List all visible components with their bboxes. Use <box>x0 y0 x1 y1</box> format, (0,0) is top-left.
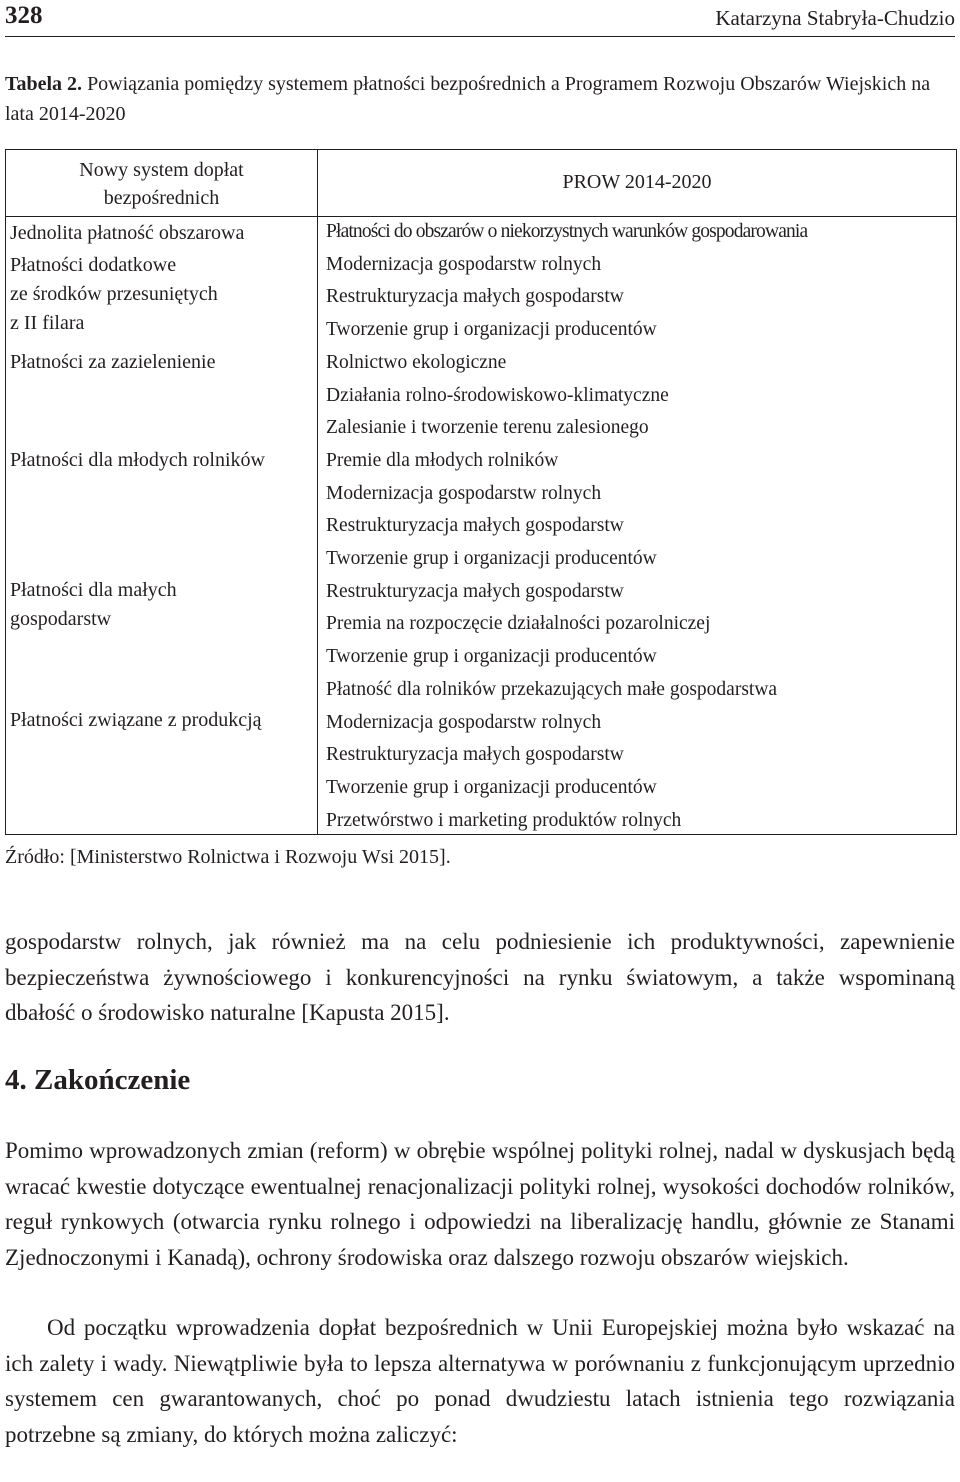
body-paragraph: Pomimo wprowadzonych zmian (reform) w obrębie wspólnej polityki rolnej, nadal w dyskusjach będą wracać kwestie dotyczące ewentualnej renacjonalizacji polityki rolnej, wysokości dochodów rolników, reguł rynkowych (otwarcia rynku rolnego i odpowiedzi na liberalizację handlu, głównie ze Stanami Zjednoczonymi i Kanadą), ochrony środowiska oraz dalszego rozwoju obszarów wiejskich. <box>5 1138 955 1270</box>
prow-item: Restrukturyzacja małych gospodarstw <box>326 286 624 308</box>
left-cell-line: Płatności za zazielenienie <box>10 351 216 373</box>
prow-item: Restrukturyzacja małych gospodarstw <box>326 515 624 537</box>
left-cell-line: Płatności dla młodych rolników <box>10 449 265 471</box>
left-cell <box>10 219 313 248</box>
left-cell-line: ze środków przesuniętych <box>10 283 218 305</box>
running-head: Katarzyna Stabryła-Chudzio <box>715 6 955 30</box>
prow-item: Premia na rozpoczęcie działalności pozarolniczej <box>326 613 711 635</box>
prow-item: Zalesianie i tworzenie terenu zalesionego <box>326 417 649 439</box>
prow-item: Modernizacja gospodarstw rolnych <box>326 711 602 733</box>
left-cell-line: Płatności dla małych <box>10 579 177 601</box>
table-column-divider <box>317 150 318 834</box>
table-caption-label: Tabela 2. <box>5 73 83 95</box>
table-header-left-line: Nowy system dopłat <box>79 159 244 181</box>
prow-item: Tworzenie grup i organizacji producentów <box>326 548 657 569</box>
prow-item: Modernizacja gospodarstw rolnych <box>326 482 602 504</box>
prow-item: Przetwórstwo i marketing produktów rolnych <box>326 809 682 831</box>
body-paragraph: Od początku wprowadzenia dopłat bezpośrednich w Unii Europejskiej można było wskazać na ich zalety i wady. Niewątpliwie była to lepsza alternatywa w porównaniu z funkcjonującym uprzednio systemem cen gwarantowanych, choć po ponad dwudziestu latach istnienia tego rozwiązania potrzebne są zmiany, do których można zaliczyć: <box>5 1315 955 1447</box>
page-number: 328 <box>5 2 43 29</box>
table-header-right: PROW 2014-2020 <box>562 171 712 193</box>
prow-item: Działania rolno-środowiskowo-klimatyczne <box>326 384 669 406</box>
body-paragraph-continuation: gospodarstw rolnych, jak również ma na celu podniesienie ich produktywności, zapewnienie bezpieczeństwa żywnościowego i konkurencyjności na rynku światowym, a także wspominaną dbałość o środowisko naturalne [Kapusta 2015]. <box>5 929 955 1025</box>
prow-item: Rolnictwo ekologiczne <box>326 351 507 373</box>
page-header <box>5 0 955 37</box>
table-header-divider <box>6 216 956 217</box>
table-caption-text: Powiązania pomiędzy systemem płatności bezpośrednich a Programem Rozwoju Obszarów Wiejskich na lata 2014-2020 <box>5 73 931 125</box>
left-cell-line: z II filara <box>10 312 85 334</box>
prow-item: Płatności do obszarów o niekorzystnych warunków gospodarowania <box>326 221 808 242</box>
left-cell-line: Płatności dodatkowe <box>10 254 177 276</box>
prow-item: Restrukturyzacja małych gospodarstw <box>326 744 624 766</box>
table-source-note: Źródło: [Ministerstwo Rolnictwa i Rozwoju Wsi 2015]. <box>5 846 451 868</box>
left-cell-line: Płatności związane z produkcją <box>10 709 262 731</box>
prow-item: Tworzenie grup i organizacji producentów <box>326 776 657 798</box>
table-header-left <box>6 156 317 212</box>
table-caption <box>5 69 955 129</box>
prow-item: Restrukturyzacja małych gospodarstw <box>326 580 624 602</box>
prow-item: Tworzenie grup i organizacji producentów <box>326 646 657 668</box>
left-cell <box>10 251 313 338</box>
left-cell-line: Jednolita płatność obszarowa <box>10 222 245 244</box>
table-header-left-line: bezpośrednich <box>103 187 220 209</box>
left-cell <box>10 446 313 475</box>
prow-item: Premie dla młodych rolników <box>326 449 559 471</box>
section-heading: 4. Zakończenie <box>5 1064 191 1096</box>
left-cell <box>10 706 313 735</box>
prow-item: Tworzenie grup i organizacji producentów <box>326 319 657 341</box>
prow-item: Płatność dla rolników przekazujących małe gospodarstwa <box>326 678 778 700</box>
left-cell-line: gospodarstw <box>10 608 112 630</box>
left-cell <box>10 348 313 377</box>
prow-item: Modernizacja gospodarstw rolnych <box>326 253 602 275</box>
data-table <box>5 149 957 835</box>
left-cell <box>10 576 313 634</box>
